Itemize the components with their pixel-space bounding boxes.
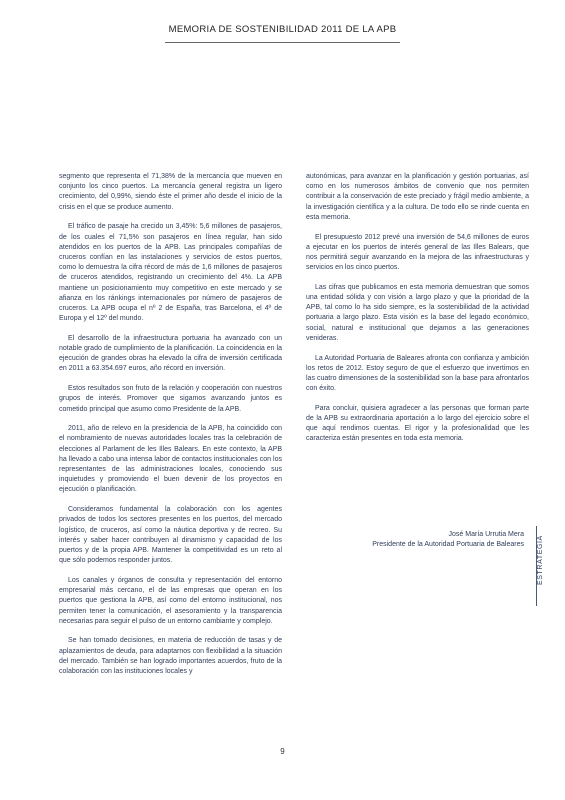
paragraph: Estos resultados son fruto de la relación y cooperación con nuestros grupos de interés. Promover que sigamos avanzando juntos es cometido principal que asumo como Presidente de la APB. (59, 385, 282, 413)
right-text-column (306, 172, 529, 454)
page-header-title: MEMORIA DE SOSTENIBILIDAD 2011 DE LA APB (168, 24, 397, 35)
paragraph: Consideramos fundamental la colaboración con los agentes privados de todos los sectores presentes en los puertos, del mercado logístico, de cruceros, así como la náutica deportiva y de recreo. Su interés y saber hacer contribuyen al dinamismo y capacidad de los puertos y de la propia APB. Mantener la competitividad es un reto al que sólo podemos responder juntos. (59, 506, 282, 565)
paragraph: Los canales y órganos de consulta y representación del entorno empresarial más cercano, el de las empresas que operan en los puertos que gestiona la APB, así como del entorno institucional, nos permiten tener la comunicación, el asesoramiento y la transparencia necesarias para seguir el pulso de un entorno cambiante y complejo. (59, 576, 282, 625)
section-tab-label: ESTRATEGIA (537, 535, 544, 585)
paragraph: Las cifras que publicamos en esta memoria demuestran que somos una entidad sólida y con visión a largo plazo y que la prioridad de la APB, tal como lo ha sido siempre, es la sostenibilidad de la actividad portuaria a largo plazo. Esta visión es la base del legado económico, social, natural e institucional que dejamos a las generaciones venideras. (306, 283, 529, 342)
page-number: 9 (280, 747, 285, 756)
paragraph: segmento que representa el 71,38% de la mercancía que mueven en conjunto los cinco puertos. La mercancía general registra un ligero crecimiento, del 0,99%, siendo éste el primer año desde el inicio de la crisis en el que se produce aumento. (59, 173, 282, 211)
header-divider (165, 42, 400, 43)
paragraph: El tráfico de pasaje ha crecido un 3,45%: 5,6 millones de pasajeros, de los cuales el 71,5% son pasajeros en línea regular, han sido atendidos en los puertos de la APB. Las principales compañías de cruceros confían en las instalaciones y servicios de estos puertos, como lo demuestra la cifra récord de más de 1,6 millones de pasajeros de cruceros atendidos, registrando un crecimiento del 4%. La APB mantiene un posicionamiento muy competitivo en este mercado y se afianza en los ránkings internacionales por número de pasajeros de cruceros. La APB ocupa el nº 2 de España, tras Barcelona, el 4º de Europa y el 12º del mundo. (59, 223, 282, 323)
left-text-column (59, 172, 282, 687)
paragraph: El desarrollo de la infraestructura portuaria ha avanzado con un notable grado de cumplimiento de la planificación. La coincidencia en la ejecución de grandes obras ha elevado la cifra de inversión certificada en 2011 a 63.354.697 euros, año récord en inversión. (59, 334, 282, 373)
signatory-role: Presidente de la Autoridad Portuaria de Baleares (372, 541, 524, 549)
paragraph: La Autoridad Portuaria de Baleares afronta con confianza y ambición los retos de 2012. Estoy seguro de que el esfuerzo que invertimos en las cuatro dimensiones de la sostenibilidad son la base para afrontarlos con éxito. (306, 354, 529, 393)
paragraph: Se han tomado decisiones, en materia de reducción de tasas y de aplazamientos de deuda, para adaptarnos con flexibilidad a la situación del mercado. También se han logrado importantes acuerdos, fruto de la colaboración con las instituciones locales y (59, 637, 282, 676)
paragraph: Para concluir, quisiera agradecer a las personas que forman parte de la APB su extraordinaria aportación a lo largo del ejercicio sobre el que aquí rendimos cuentas. El rigor y la profesionalidad que les caracteriza están presentes en toda esta memoria. (306, 404, 529, 443)
paragraph: El presupuesto 2012 prevé una inversión de 54,6 millones de euros a ejecutar en los puertos de interés general de las Illes Balears, que nos permitirá seguir avanzando en la mejora de las infraestructuras y servicios en los cinco puertos. (306, 233, 529, 272)
signature-block (306, 530, 524, 550)
paragraph: 2011, año de relevo en la presidencia de la APB, ha coincidido con el nombramiento de nuevas autoridades locales tras la celebración de elecciones al Parlament de les Illes Balears. En este contexto, la APB ha llevado a cabo una intensa labor de contactos institucionales con los representantes de las administraciones locales, conociendo sus inquietudes y promoviendo el buen devenir de los proyectos en ejecución o planificación. (59, 425, 282, 494)
paragraph: autonómicas, para avanzar en la planificación y gestión portuarias, así como en los numerosos ámbitos de convenio que nos permiten contribuir a la conservación de este preciado y frágil medio ambiente, a la investigación científica y a la cultura. De todo ello se rinde cuenta en esta memoria. (306, 173, 529, 221)
signatory-name: José María Urrutia Mera (448, 531, 524, 538)
